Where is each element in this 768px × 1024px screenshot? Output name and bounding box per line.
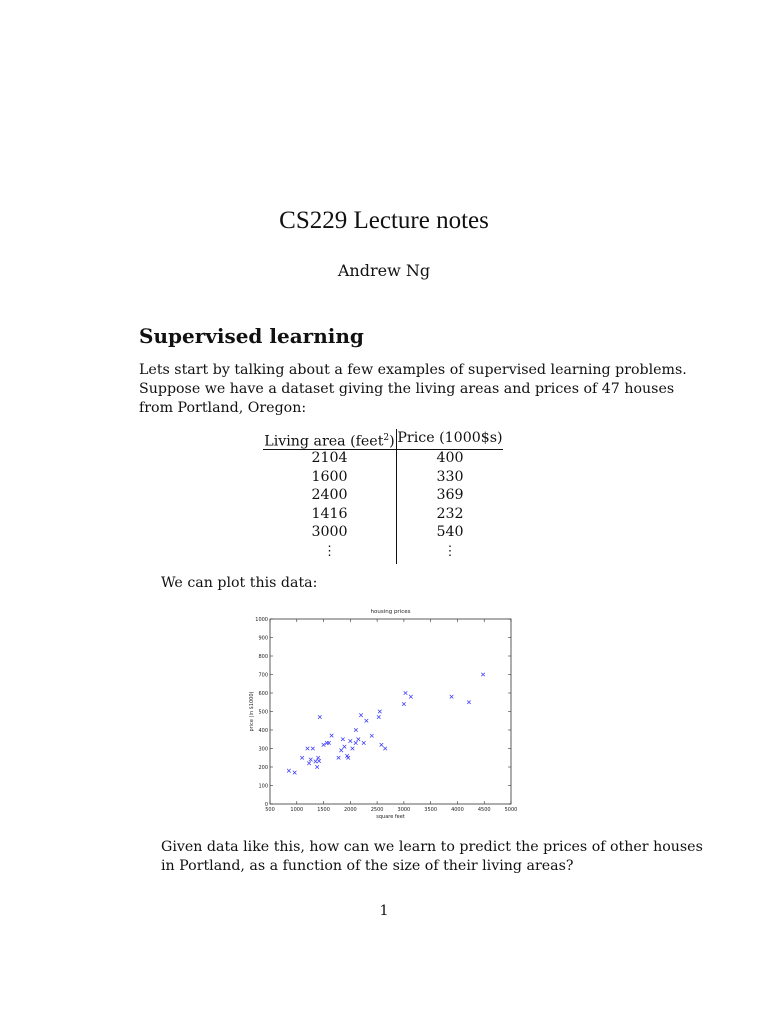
data-point [287, 769, 291, 773]
data-point [409, 695, 413, 699]
data-point [311, 747, 315, 751]
y-tick-label: 100 [258, 783, 268, 790]
intro-line-3: from Portland, Oregon: [139, 400, 307, 416]
data-point [339, 749, 343, 753]
data-point [341, 737, 345, 741]
data-point [349, 739, 353, 743]
data-point [467, 700, 471, 704]
data-point [377, 715, 381, 719]
y-axis-label: price (in $1000) [249, 691, 255, 732]
table-ellipsis: ⋮ [443, 543, 457, 559]
table-cell: 232 [436, 505, 464, 522]
x-tick-label: 4000 [451, 807, 464, 813]
y-tick-label: 600 [258, 690, 268, 697]
x-tick-label: 5000 [504, 807, 518, 813]
data-point [351, 747, 355, 751]
data-point [306, 747, 310, 751]
data-point [343, 745, 347, 749]
y-tick-label: 700 [258, 672, 268, 679]
scatter-plot [243, 604, 523, 824]
x-tick-label: 1000 [290, 807, 304, 813]
data-point [307, 762, 311, 766]
table-cell: 330 [436, 468, 464, 485]
data-point [317, 759, 321, 763]
data-point [357, 737, 361, 741]
data-point [322, 743, 326, 747]
data-point [380, 743, 384, 747]
data-point [383, 747, 387, 751]
data-point [481, 673, 485, 677]
document-title: CS229 Lecture notes [279, 207, 489, 234]
table-cell: 369 [436, 487, 464, 503]
y-tick-label: 0 [264, 801, 268, 808]
table-cell: 3000 [311, 524, 348, 540]
page-number: 1 [379, 903, 389, 919]
data-point [362, 741, 366, 745]
data-point [365, 719, 369, 723]
data-point [330, 734, 334, 738]
data-point [402, 702, 406, 706]
x-tick-label: 1500 [317, 807, 330, 813]
data-point [327, 741, 331, 745]
data-point [300, 756, 304, 760]
data-point [293, 771, 297, 775]
living-area-header: Living area (feet$^2$) [264, 433, 395, 450]
data-point [450, 695, 454, 699]
y-tick-label: 900 [258, 635, 268, 642]
y-tick-label: 400 [258, 727, 268, 734]
x-tick-label: 2500 [370, 807, 384, 813]
data-point [378, 710, 382, 714]
section-heading: Supervised learning [139, 324, 364, 348]
data-point [354, 728, 358, 732]
table-cell: 1600 [311, 468, 348, 485]
question-line-2: in Portland, as a function of the size of their living areas? [161, 858, 574, 874]
data-point [404, 691, 408, 695]
data-point [309, 758, 313, 762]
data-point [316, 756, 320, 760]
data-point [318, 715, 322, 719]
table-ellipsis: ⋮ [323, 543, 336, 559]
price-header: Price (1000$s) [397, 430, 503, 446]
table-cell: 1416 [311, 505, 348, 522]
x-tick-label: 3000 [397, 807, 411, 813]
author-name: Andrew Ng [337, 261, 431, 280]
intro-paragraph [139, 361, 687, 418]
table-cell: 540 [436, 524, 464, 540]
data-point [337, 756, 341, 760]
plot-frame [270, 619, 511, 804]
y-tick-label: 800 [258, 653, 268, 660]
x-tick-label: 3500 [424, 807, 438, 813]
data-point [354, 741, 358, 745]
price-column [397, 427, 503, 558]
chart-title: housing prices [370, 609, 411, 615]
question-line-1: Given data like this, how can we learn to predict the prices of other houses [161, 839, 703, 855]
x-tick-label: 2000 [343, 807, 357, 813]
y-tick-label: 500 [258, 709, 268, 716]
data-point [314, 760, 318, 764]
y-tick-label: 1000 [255, 616, 268, 623]
x-axis-label: square feet [376, 814, 405, 820]
x-tick-label: 4500 [477, 807, 491, 813]
data-point [315, 765, 319, 769]
housing-prices-chart [243, 604, 523, 824]
data-point [359, 713, 363, 717]
intro-line-1: Lets start by talking about a few examples of supervised learning problems. [139, 362, 687, 378]
plot-intro-paragraph: We can plot this data: [161, 575, 318, 591]
data-point [370, 734, 374, 738]
table-cell: 2104 [311, 450, 348, 466]
y-tick-label: 200 [258, 764, 268, 771]
intro-line-2: Suppose we have a dataset giving the living areas and prices of 47 houses [139, 381, 675, 397]
table-cell: 2400 [311, 487, 348, 503]
living-area-column [263, 427, 396, 558]
question-paragraph [139, 838, 703, 876]
x-tick-label: 500 [265, 807, 275, 813]
table-cell: 400 [436, 450, 464, 466]
y-tick-label: 300 [258, 746, 268, 753]
